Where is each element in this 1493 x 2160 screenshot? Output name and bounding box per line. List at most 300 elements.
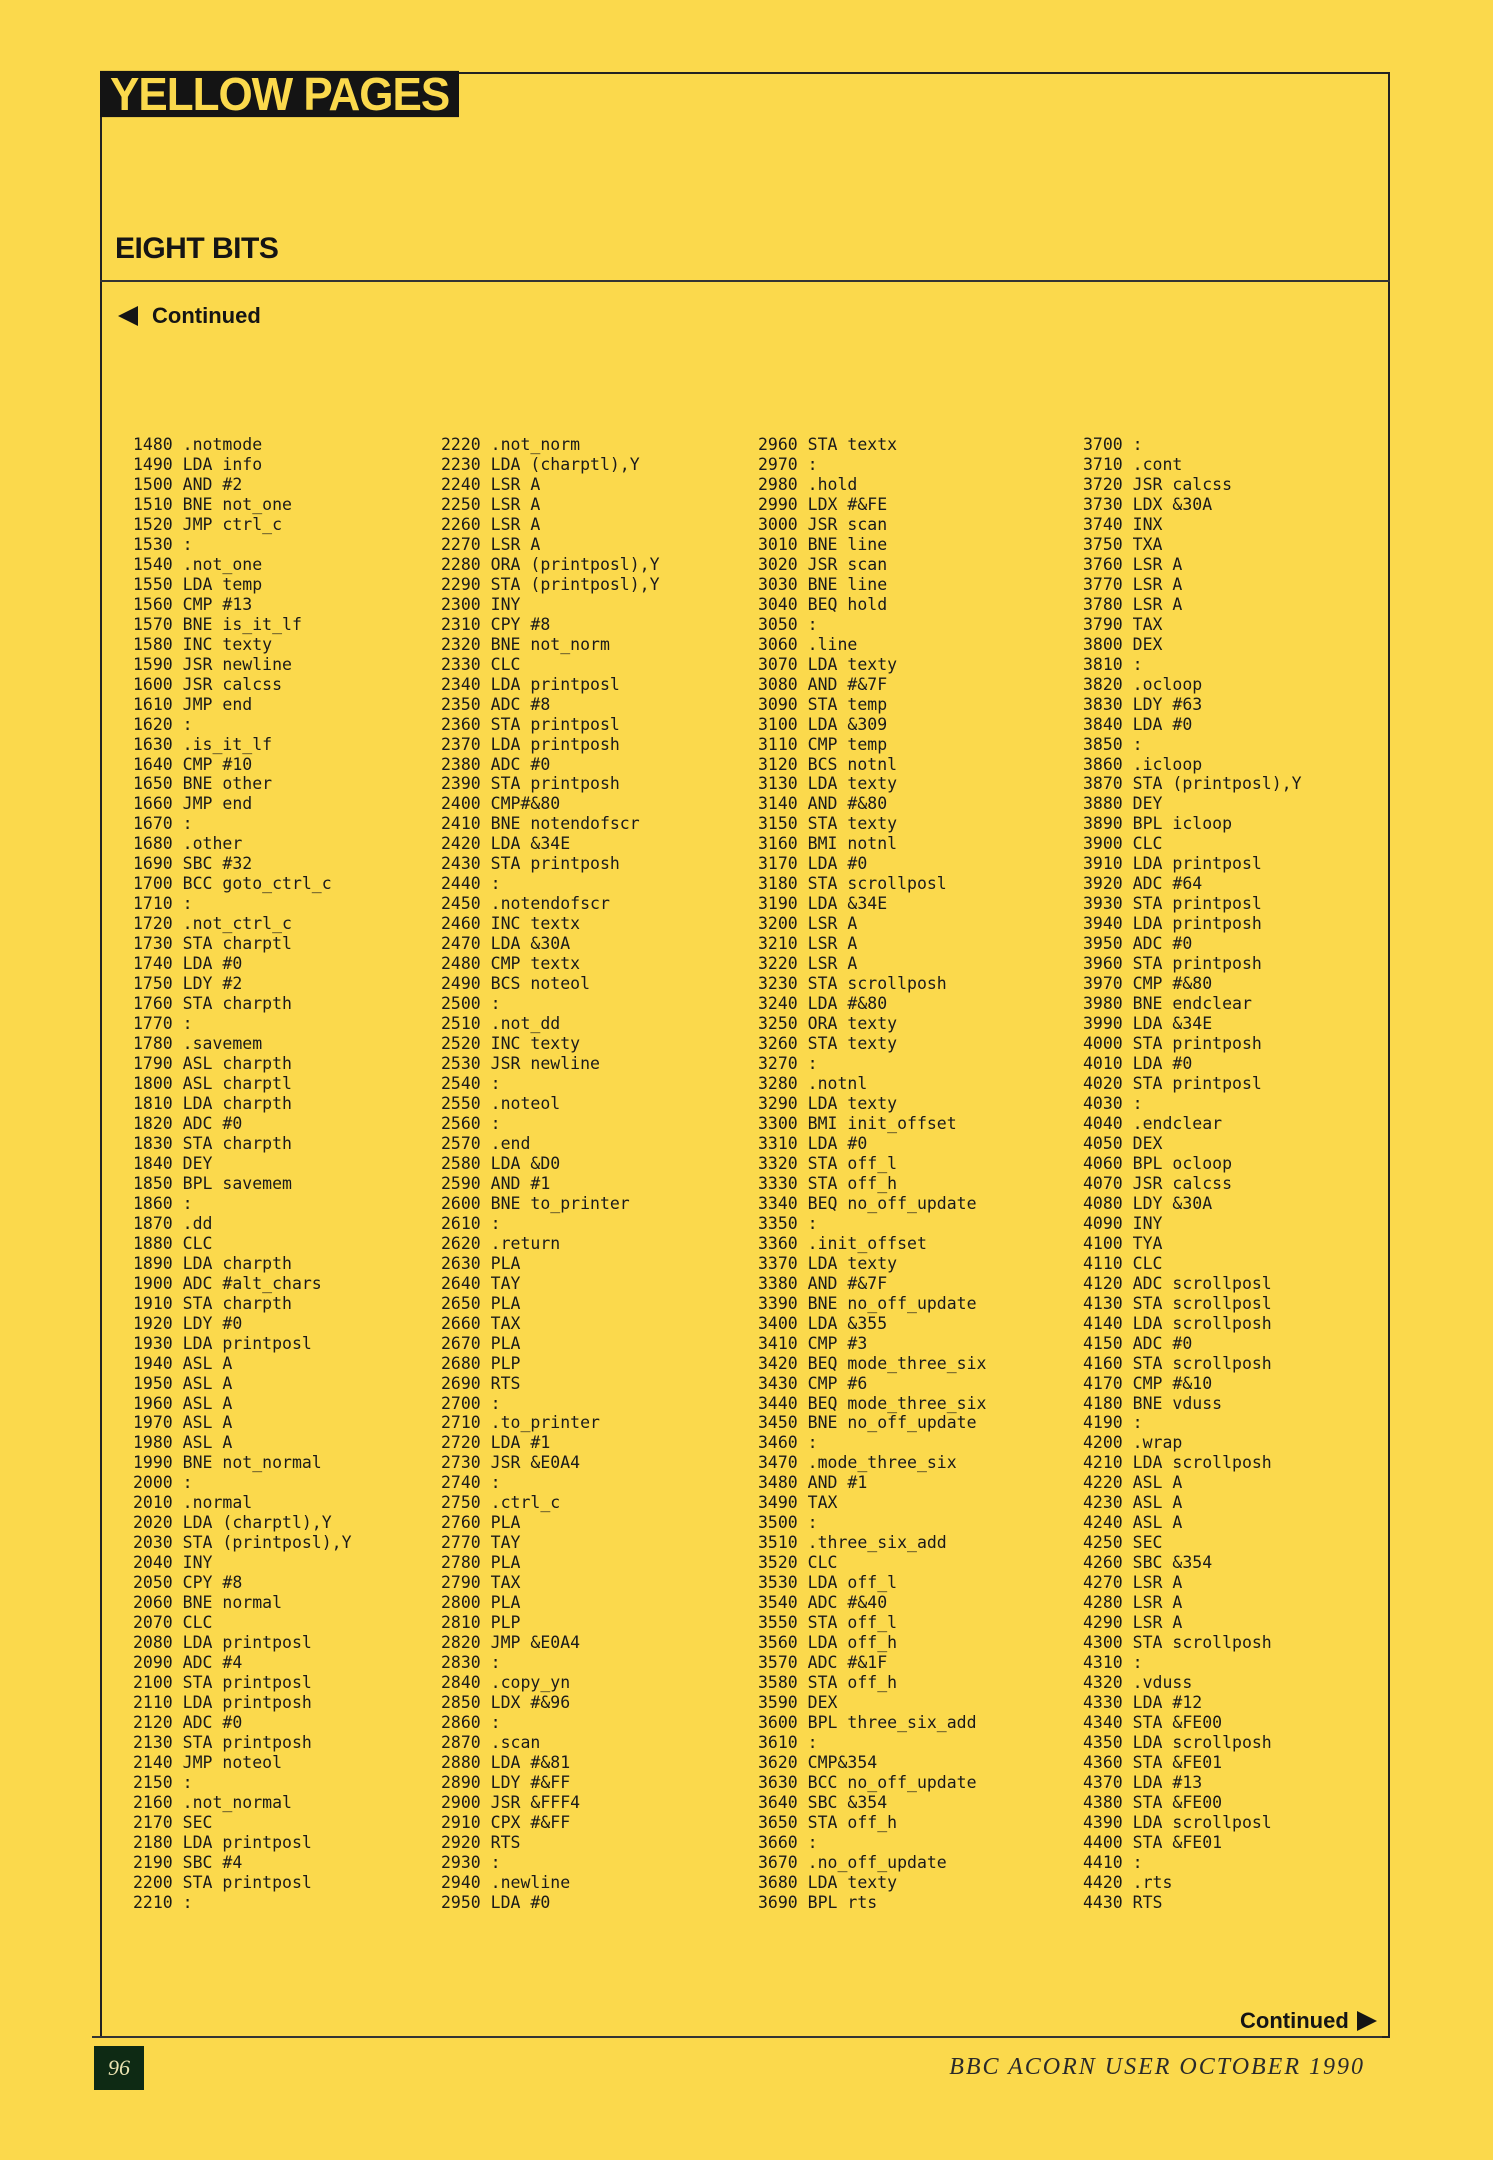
- code-line: 2840 .copy_yn: [441, 1673, 571, 1693]
- code-line: 2420 LDA &34E: [441, 834, 571, 854]
- code-line: 1920 LDY #0: [133, 1313, 243, 1333]
- code-line: 2530 JSR newline: [441, 1054, 600, 1074]
- code-line: 2390 STA printposh: [441, 774, 620, 794]
- code-line: 1940 ASL A: [133, 1353, 233, 1373]
- code-line: 3290 LDA texty: [758, 1093, 898, 1113]
- code-line: 2980 .hold: [758, 474, 858, 494]
- code-line: 1680 .other: [133, 834, 243, 854]
- code-line: 2400 CMP#&80: [441, 794, 561, 814]
- code-line: 3990 LDA &34E: [1083, 1014, 1213, 1034]
- code-line: 2490 BCS noteol: [441, 974, 591, 994]
- code-line: 2550 .noteol: [441, 1093, 561, 1113]
- code-line: 1790 ASL charpth: [133, 1054, 292, 1074]
- code-line: 4150 ADC #0: [1083, 1333, 1193, 1353]
- code-line: 4020 STA printposl: [1083, 1074, 1262, 1093]
- code-line: 1800 ASL charptl: [133, 1074, 292, 1093]
- code-line: 2130 STA printposh: [133, 1732, 312, 1752]
- code-line: 3760 LSR A: [1083, 554, 1183, 574]
- code-line: 4230 ASL A: [1083, 1493, 1183, 1513]
- code-line: 3810 :: [1083, 654, 1143, 674]
- code-line: 2270 LSR A: [441, 534, 541, 554]
- code-line: 3640 SBC &354: [758, 1792, 888, 1812]
- code-line: 4120 ADC scrollposl: [1083, 1273, 1272, 1293]
- code-line: 2230 LDA (charptl),Y: [441, 454, 640, 474]
- code-line: 2180 LDA printposl: [133, 1832, 312, 1852]
- code-line: 1700 BCC goto_ctrl_c: [133, 874, 332, 894]
- code-line: 1870 .dd: [133, 1213, 213, 1233]
- code-line: 2160 .not_normal: [133, 1792, 292, 1812]
- code-line: 2730 JSR &E0A4: [441, 1453, 581, 1473]
- code-line: 3800 DEX: [1083, 634, 1163, 654]
- code-line: 3430 CMP #6: [758, 1373, 868, 1393]
- code-line: 4240 ASL A: [1083, 1513, 1183, 1533]
- code-line: 4390 LDA scrollposl: [1083, 1812, 1272, 1832]
- code-line: 3000 JSR scan: [758, 514, 888, 534]
- code-line: 3270 :: [758, 1054, 818, 1074]
- code-line: 2940 .newline: [441, 1872, 571, 1892]
- code-line: 1740 LDA #0: [133, 954, 243, 974]
- code-line: 2860 :: [441, 1713, 501, 1732]
- code-line: 1880 CLC: [133, 1233, 213, 1253]
- code-line: 2240 LSR A: [441, 474, 541, 494]
- code-line: 3720 JSR calcss: [1083, 474, 1233, 494]
- code-line: 2360 STA printposl: [441, 714, 620, 734]
- code-line: 2480 CMP textx: [441, 954, 581, 974]
- code-line: 1850 BPL savemem: [133, 1173, 292, 1193]
- code-line: 3280 .notnl: [758, 1074, 868, 1093]
- code-line: 3200 LSR A: [758, 914, 858, 934]
- code-line: 1550 LDA temp: [133, 574, 263, 594]
- code-line: 2320 BNE not_norm: [441, 634, 610, 654]
- code-line: 1640 CMP #10: [133, 754, 253, 774]
- listing-column-3: [758, 435, 986, 1913]
- code-line: 4130 STA scrollposl: [1083, 1293, 1272, 1313]
- code-line: 1670 :: [133, 814, 193, 834]
- code-line: 1970 ASL A: [133, 1413, 233, 1433]
- arrow-left-icon: [118, 306, 138, 326]
- code-line: 1600 JSR calcss: [133, 674, 283, 694]
- code-line: 3940 LDA printposh: [1083, 914, 1262, 934]
- code-line: 3620 CMP&354: [758, 1752, 878, 1772]
- code-line: 3470 .mode_three_six: [758, 1453, 957, 1473]
- code-line: 3150 STA texty: [758, 814, 898, 834]
- code-line: 2100 STA printposl: [133, 1673, 312, 1693]
- code-line: 4090 INY: [1083, 1213, 1163, 1233]
- code-line: 2380 ADC #0: [441, 754, 551, 774]
- code-line: 1730 STA charptl: [133, 934, 292, 954]
- code-line: 1830 STA charpth: [133, 1133, 292, 1153]
- code-line: 2630 PLA: [441, 1253, 521, 1273]
- code-line: 3360 .init_offset: [758, 1233, 927, 1253]
- code-line: 3630 BCC no_off_update: [758, 1772, 977, 1792]
- code-line: 1820 ADC #0: [133, 1113, 243, 1133]
- code-line: 4080 LDY &30A: [1083, 1193, 1213, 1213]
- code-line: 3240 LDA #&80: [758, 994, 888, 1014]
- code-line: 1690 SBC #32: [133, 854, 253, 874]
- code-line: 2030 STA (printposl),Y: [133, 1533, 352, 1553]
- code-line: 3540 ADC #&40: [758, 1593, 888, 1613]
- code-line: 4050 DEX: [1083, 1133, 1163, 1153]
- code-line: 2720 LDA #1: [441, 1433, 551, 1453]
- code-line: 2830 :: [441, 1653, 501, 1673]
- code-line: 3090 STA temp: [758, 694, 888, 714]
- code-line: 2880 LDA #&81: [441, 1752, 571, 1772]
- code-line: 2250 LSR A: [441, 494, 541, 514]
- code-line: 2020 LDA (charptl),Y: [133, 1513, 332, 1533]
- code-line: 1770 :: [133, 1014, 193, 1034]
- code-line: 3530 LDA off_l: [758, 1573, 898, 1593]
- code-line: 3480 AND #1: [758, 1473, 868, 1493]
- code-line: 3370 LDA texty: [758, 1253, 898, 1273]
- code-line: 3890 BPL icloop: [1083, 814, 1233, 834]
- code-line: 2040 INY: [133, 1553, 213, 1573]
- code-line: 2900 JSR &FFF4: [441, 1792, 581, 1812]
- code-line: 2350 ADC #8: [441, 694, 551, 714]
- code-line: 3570 ADC #&1F: [758, 1653, 888, 1673]
- code-line: 3180 STA scrollposl: [758, 874, 947, 894]
- code-line: 2060 BNE normal: [133, 1593, 283, 1613]
- code-line: 3210 LSR A: [758, 934, 858, 954]
- code-line: 2810 PLP: [441, 1613, 521, 1633]
- code-line: 3050 :: [758, 614, 818, 634]
- code-line: 2330 CLC: [441, 654, 521, 674]
- code-line: 1660 JMP end: [133, 794, 253, 814]
- code-line: 2650 PLA: [441, 1293, 521, 1313]
- code-line: 3060 .line: [758, 634, 858, 654]
- code-line: 4310 :: [1083, 1653, 1143, 1673]
- code-line: 3520 CLC: [758, 1553, 838, 1573]
- code-line: 4000 STA printposh: [1083, 1034, 1262, 1054]
- code-line: 3700 :: [1083, 435, 1143, 454]
- code-line: 3830 LDY #63: [1083, 694, 1203, 714]
- code-line: 2170 SEC: [133, 1812, 213, 1832]
- code-line: 3490 TAX: [758, 1493, 838, 1513]
- code-line: 2120 ADC #0: [133, 1713, 243, 1732]
- code-line: 2440 :: [441, 874, 501, 894]
- code-line: 2670 PLA: [441, 1333, 521, 1353]
- code-line: 2820 JMP &E0A4: [441, 1633, 581, 1653]
- code-line: 2450 .notendofscr: [441, 894, 610, 914]
- code-line: 1910 STA charpth: [133, 1293, 292, 1313]
- code-line: 1510 BNE not_one: [133, 494, 292, 514]
- yellow-pages-banner: YELLOW PAGES: [100, 71, 459, 117]
- code-line: 1960 ASL A: [133, 1393, 233, 1413]
- code-line: 4400 STA &FE01: [1083, 1832, 1223, 1852]
- code-line: 3070 LDA texty: [758, 654, 898, 674]
- code-line: 3410 CMP #3: [758, 1333, 868, 1353]
- code-line: 1570 BNE is_it_lf: [133, 614, 302, 634]
- code-line: 3690 BPL rts: [758, 1892, 878, 1912]
- code-line: 3100 LDA &309: [758, 714, 888, 734]
- code-line: 3310 LDA #0: [758, 1133, 868, 1153]
- code-line: 3250 ORA texty: [758, 1014, 898, 1034]
- code-line: 2290 STA (printposl),Y: [441, 574, 660, 594]
- section-divider: [100, 280, 1390, 282]
- code-line: 3040 BEQ hold: [758, 594, 888, 614]
- code-line: 1710 :: [133, 894, 193, 914]
- code-line: 3870 STA (printposl),Y: [1083, 774, 1302, 794]
- code-line: 1520 JMP ctrl_c: [133, 514, 283, 534]
- code-line: 1810 LDA charpth: [133, 1093, 292, 1113]
- code-line: 2190 SBC #4: [133, 1852, 243, 1872]
- code-line: 3610 :: [758, 1732, 818, 1752]
- code-line: 2310 CPY #8: [441, 614, 551, 634]
- code-line: 4280 LSR A: [1083, 1593, 1183, 1613]
- code-line: 1540 .not_one: [133, 554, 263, 574]
- code-line: 1580 INC texty: [133, 634, 273, 654]
- code-line: 4260 SBC &354: [1083, 1553, 1213, 1573]
- code-line: 4030 :: [1083, 1093, 1143, 1113]
- code-line: 3740 INX: [1083, 514, 1163, 534]
- code-line: 2140 JMP noteol: [133, 1752, 283, 1772]
- code-line: 1860 :: [133, 1193, 193, 1213]
- code-line: 3500 :: [758, 1513, 818, 1533]
- code-line: 2640 TAY: [441, 1273, 521, 1293]
- code-line: 4110 CLC: [1083, 1253, 1163, 1273]
- code-line: 2760 PLA: [441, 1513, 521, 1533]
- code-line: 2850 LDX #&96: [441, 1693, 571, 1713]
- code-line: 3130 LDA texty: [758, 774, 898, 794]
- code-line: 3980 BNE endclear: [1083, 994, 1252, 1014]
- code-line: 3820 .ocloop: [1083, 674, 1203, 694]
- code-line: 2580 LDA &D0: [441, 1153, 561, 1173]
- code-line: 4430 RTS: [1083, 1892, 1163, 1912]
- code-line: 3660 :: [758, 1832, 818, 1852]
- code-line: 3650 STA off_h: [758, 1812, 898, 1832]
- code-line: 3730 LDX &30A: [1083, 494, 1213, 514]
- code-line: 2570 .end: [441, 1133, 531, 1153]
- code-line: 3300 BMI init_offset: [758, 1113, 957, 1133]
- code-line: 3780 LSR A: [1083, 594, 1183, 614]
- code-line: 4180 BNE vduss: [1083, 1393, 1223, 1413]
- code-line: 3960 STA printposh: [1083, 954, 1262, 974]
- code-line: 3600 BPL three_six_add: [758, 1713, 977, 1732]
- continued-label: Continued: [1240, 2008, 1349, 2033]
- code-line: 2510 .not_dd: [441, 1014, 561, 1034]
- code-line: 3560 LDA off_h: [758, 1633, 898, 1653]
- code-line: 3030 BNE line: [758, 574, 888, 594]
- code-line: 4040 .endclear: [1083, 1113, 1223, 1133]
- code-line: 2460 INC textx: [441, 914, 581, 934]
- code-line: 3380 AND #&7F: [758, 1273, 888, 1293]
- code-line: 2800 PLA: [441, 1593, 521, 1613]
- code-line: 1930 LDA printposl: [133, 1333, 312, 1353]
- code-line: 2050 CPY #8: [133, 1573, 243, 1593]
- continued-from-previous: [118, 303, 261, 329]
- code-line: 2790 TAX: [441, 1573, 521, 1593]
- code-line: 3880 DEY: [1083, 794, 1163, 814]
- code-line: 3400 LDA &355: [758, 1313, 888, 1333]
- code-line: 3970 CMP #&80: [1083, 974, 1213, 994]
- code-line: 4320 .vduss: [1083, 1673, 1193, 1693]
- code-line: 2410 BNE notendofscr: [441, 814, 640, 834]
- code-line: 3330 STA off_h: [758, 1173, 898, 1193]
- code-line: 1840 DEY: [133, 1153, 213, 1173]
- code-line: 1590 JSR newline: [133, 654, 292, 674]
- code-line: 4290 LSR A: [1083, 1613, 1183, 1633]
- listing-column-2: [441, 435, 660, 1913]
- code-line: 1720 .not_ctrl_c: [133, 914, 292, 934]
- code-line: 3170 LDA #0: [758, 854, 868, 874]
- code-line: 4100 TYA: [1083, 1233, 1163, 1253]
- code-line: 4140 LDA scrollposh: [1083, 1313, 1272, 1333]
- bottom-divider: [92, 2036, 1382, 2038]
- code-line: 3120 BCS notnl: [758, 754, 898, 774]
- arrow-right-icon: [1357, 2011, 1377, 2031]
- code-line: 2780 PLA: [441, 1553, 521, 1573]
- code-line: 2540 :: [441, 1074, 501, 1093]
- code-line: 3220 LSR A: [758, 954, 858, 974]
- code-line: 3710 .cont: [1083, 454, 1183, 474]
- code-line: 3350 :: [758, 1213, 818, 1233]
- code-line: 3450 BNE no_off_update: [758, 1413, 977, 1433]
- code-line: 2090 ADC #4: [133, 1653, 243, 1673]
- code-line: 3670 .no_off_update: [758, 1852, 947, 1872]
- code-line: 3950 ADC #0: [1083, 934, 1193, 954]
- code-line: 1480 .notmode: [133, 435, 263, 454]
- code-line: 3790 TAX: [1083, 614, 1163, 634]
- code-line: 3900 CLC: [1083, 834, 1163, 854]
- code-line: 2910 CPX #&FF: [441, 1812, 571, 1832]
- code-line: 2600 BNE to_printer: [441, 1193, 630, 1213]
- code-line: 3020 JSR scan: [758, 554, 888, 574]
- code-line: 1500 AND #2: [133, 474, 243, 494]
- code-line: 4010 LDA #0: [1083, 1054, 1193, 1074]
- code-line: 4380 STA &FE00: [1083, 1792, 1223, 1812]
- code-line: 1750 LDY #2: [133, 974, 243, 994]
- code-line: 1950 ASL A: [133, 1373, 233, 1393]
- code-line: 2110 LDA printposh: [133, 1693, 312, 1713]
- code-line: 1620 :: [133, 714, 193, 734]
- code-line: 4350 LDA scrollposh: [1083, 1732, 1272, 1752]
- code-line: 2370 LDA printposh: [441, 734, 620, 754]
- code-line: 3680 LDA texty: [758, 1872, 898, 1892]
- code-line: 2920 RTS: [441, 1832, 521, 1852]
- code-line: 2660 TAX: [441, 1313, 521, 1333]
- code-line: 3850 :: [1083, 734, 1143, 754]
- code-line: 2690 RTS: [441, 1373, 521, 1393]
- listing-column-4: [1083, 435, 1302, 1913]
- code-line: 2610 :: [441, 1213, 501, 1233]
- code-line: 2300 INY: [441, 594, 521, 614]
- code-line: 2950 LDA #0: [441, 1892, 551, 1912]
- code-line: 1560 CMP #13: [133, 594, 253, 614]
- code-line: 2960 STA textx: [758, 435, 898, 454]
- code-line: 4300 STA scrollposh: [1083, 1633, 1272, 1653]
- code-line: 3390 BNE no_off_update: [758, 1293, 977, 1313]
- code-line: 3750 TXA: [1083, 534, 1163, 554]
- code-line: 3140 AND #&80: [758, 794, 888, 814]
- code-line: 2740 :: [441, 1473, 501, 1493]
- code-line: 3770 LSR A: [1083, 574, 1183, 594]
- code-line: 2870 .scan: [441, 1732, 541, 1752]
- code-line: 3340 BEQ no_off_update: [758, 1193, 977, 1213]
- code-line: 3930 STA printposl: [1083, 894, 1262, 914]
- code-line: 1780 .savemem: [133, 1034, 263, 1054]
- page-number: 96: [94, 2046, 144, 2090]
- code-line: 4220 ASL A: [1083, 1473, 1183, 1493]
- code-line: 1650 BNE other: [133, 774, 273, 794]
- code-line: 2770 TAY: [441, 1533, 521, 1553]
- code-line: 4060 BPL ocloop: [1083, 1153, 1233, 1173]
- code-line: 4340 STA &FE00: [1083, 1713, 1223, 1732]
- code-line: 2620 .return: [441, 1233, 561, 1253]
- code-line: 1610 JMP end: [133, 694, 253, 714]
- continued-on-next: [1240, 2008, 1377, 2034]
- code-line: 1490 LDA info: [133, 454, 263, 474]
- code-line: 3190 LDA &34E: [758, 894, 888, 914]
- code-line: 2430 STA printposh: [441, 854, 620, 874]
- code-line: 4200 .wrap: [1083, 1433, 1183, 1453]
- publication-footer: BBC ACORN USER OCTOBER 1990: [949, 2054, 1365, 2080]
- code-line: 2560 :: [441, 1113, 501, 1133]
- code-line: 3460 :: [758, 1433, 818, 1453]
- code-line: 4420 .rts: [1083, 1872, 1173, 1892]
- code-line: 3230 STA scrollposh: [758, 974, 947, 994]
- code-line: 2000 :: [133, 1473, 193, 1493]
- code-line: 3110 CMP temp: [758, 734, 888, 754]
- code-line: 1530 :: [133, 534, 193, 554]
- code-line: 3840 LDA #0: [1083, 714, 1193, 734]
- code-line: 3580 STA off_h: [758, 1673, 898, 1693]
- code-line: 2890 LDY #&FF: [441, 1772, 571, 1792]
- code-line: 1760 STA charpth: [133, 994, 292, 1014]
- code-line: 1980 ASL A: [133, 1433, 233, 1453]
- code-line: 1990 BNE not_normal: [133, 1453, 322, 1473]
- code-line: 2080 LDA printposl: [133, 1633, 312, 1653]
- code-line: 2520 INC texty: [441, 1034, 581, 1054]
- code-line: 2930 :: [441, 1852, 501, 1872]
- code-line: 3550 STA off_l: [758, 1613, 898, 1633]
- code-line: 4370 LDA #13: [1083, 1772, 1203, 1792]
- code-line: 2700 :: [441, 1393, 501, 1413]
- code-line: 2220 .not_norm: [441, 435, 581, 454]
- code-line: 4170 CMP #&10: [1083, 1373, 1213, 1393]
- code-line: 2340 LDA printposl: [441, 674, 620, 694]
- section-title: EIGHT BITS: [115, 232, 279, 265]
- code-line: 4330 LDA #12: [1083, 1693, 1203, 1713]
- code-line: 2280 ORA (printposl),Y: [441, 554, 660, 574]
- code-line: 4360 STA &FE01: [1083, 1752, 1223, 1772]
- code-line: 4160 STA scrollposh: [1083, 1353, 1272, 1373]
- code-line: 4070 JSR calcss: [1083, 1173, 1233, 1193]
- code-line: 2150 :: [133, 1772, 193, 1792]
- code-line: 3260 STA texty: [758, 1034, 898, 1054]
- code-line: 4250 SEC: [1083, 1533, 1163, 1553]
- listing-column-1: [133, 435, 352, 1913]
- code-line: 2970 :: [758, 454, 818, 474]
- code-line: 3440 BEQ mode_three_six: [758, 1393, 987, 1413]
- code-line: 2070 CLC: [133, 1613, 213, 1633]
- code-line: 2260 LSR A: [441, 514, 541, 534]
- code-line: 2750 .ctrl_c: [441, 1493, 561, 1513]
- code-line: 2710 .to_printer: [441, 1413, 600, 1433]
- code-line: 3080 AND #&7F: [758, 674, 888, 694]
- continued-label: Continued: [152, 303, 261, 328]
- code-line: 4190 :: [1083, 1413, 1143, 1433]
- code-line: 3920 ADC #64: [1083, 874, 1203, 894]
- code-line: 2210 :: [133, 1892, 193, 1912]
- code-line: 3160 BMI notnl: [758, 834, 898, 854]
- code-line: 1900 ADC #alt_chars: [133, 1273, 322, 1293]
- code-line: 2990 LDX #&FE: [758, 494, 888, 514]
- code-line: 2470 LDA &30A: [441, 934, 571, 954]
- code-line: 3590 DEX: [758, 1693, 838, 1713]
- code-line: 3010 BNE line: [758, 534, 888, 554]
- code-line: 2500 :: [441, 994, 501, 1014]
- code-line: 3910 LDA printposl: [1083, 854, 1262, 874]
- code-line: 3420 BEQ mode_three_six: [758, 1353, 987, 1373]
